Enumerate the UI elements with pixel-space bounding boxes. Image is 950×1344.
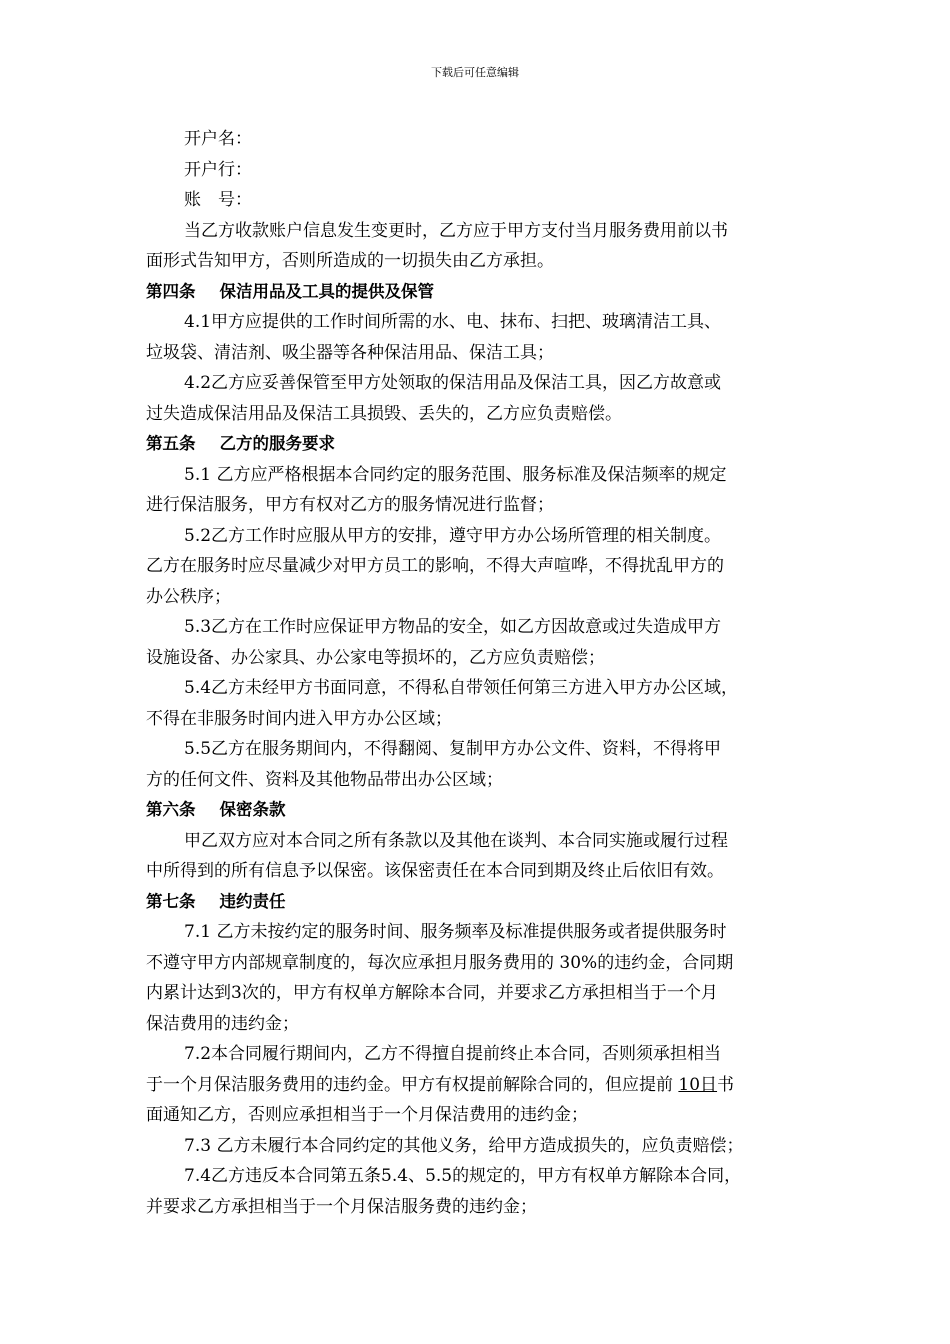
- paragraph-line: 5.5乙方在服务期间内，不得翻阅、复制甲方办公文件、资料，不得将甲: [184, 739, 722, 759]
- paragraph-line: 5.3乙方在工作时应保证甲方物品的安全，如乙方因故意或过失造成甲方: [184, 617, 722, 637]
- article-number: 第四条: [146, 281, 196, 301]
- paragraph-line: 甲乙双方应对本合同之所有条款以及其他在谈判、本合同实施或履行过程: [184, 830, 728, 851]
- paragraph-line: 进行保洁服务，甲方有权对乙方的服务情况进行监督；: [146, 495, 554, 515]
- paragraph-line: 垃圾袋、清洁剂、吸尘器等各种保洁用品、保洁工具；: [146, 342, 554, 363]
- paragraph-line: 4.1甲方应提供的工作时间所需的水、电、抹布、扫把、玻璃清洁工具、: [184, 312, 722, 332]
- account-bank-label: 开户行：: [184, 159, 252, 180]
- article-4-heading: [146, 277, 811, 308]
- paragraph-line: [146, 1070, 811, 1101]
- paragraph-line: 内累计达到3次的，甲方有权单方解除本合同，并要求乙方承担相当于一个月: [146, 983, 718, 1003]
- paragraph-line: 5.1 乙方应严格根据本合同约定的服务范围、服务标准及保洁频率的规定: [184, 464, 727, 485]
- article-title: 保密条款: [219, 800, 286, 819]
- paragraph-line: 设施设备、办公家具、办公家电等损坏的，乙方应负责赔偿；: [146, 647, 605, 668]
- text-segment: 于一个月保洁服务费用的违约金。甲方有权提前解除合同的，但应提前: [146, 1074, 679, 1095]
- paragraph-line: 乙方在服务时应尽量减少对甲方员工的影响，不得大声喧哗，不得扰乱甲方的: [146, 556, 724, 576]
- document-body: [146, 124, 811, 1222]
- text-segment: 书: [717, 1074, 735, 1095]
- page-header: 下载后可任意编辑: [431, 66, 519, 79]
- paragraph-line: 7.1 乙方未按约定的服务时间、服务频率及标准提供服务或者提供服务时: [184, 922, 727, 942]
- article-number: 第六条: [146, 800, 196, 819]
- article-7-heading: [146, 887, 811, 918]
- paragraph-line: 面通知乙方，否则应承担相当于一个月保洁费用的违约金；: [146, 1105, 588, 1125]
- paragraph-line: 中所得到的所有信息予以保密。该保密责任在本合同到期及终止后依旧有效。: [146, 861, 724, 881]
- paragraph-line: 保洁费用的违约金；: [146, 1013, 299, 1034]
- article-title: 保洁用品及工具的提供及保管: [219, 281, 434, 301]
- article-5-heading: [146, 429, 811, 460]
- article-title: 违约责任: [219, 891, 286, 911]
- paragraph-line: 4.2乙方应妥善保管至甲方处领取的保洁用品及保洁工具，因乙方故意或: [184, 373, 722, 393]
- paragraph-line: 面形式告知甲方，否则所造成的一切损失由乙方承担。: [146, 251, 554, 271]
- paragraph-line: 当乙方收款账户信息发生变更时，乙方应于甲方支付当月服务费用前以书: [184, 220, 728, 241]
- paragraph-line: 5.4乙方未经甲方书面同意，不得私自带领任何第三方进入甲方办公区域，: [184, 678, 739, 698]
- paragraph-line: 办公秩序；: [146, 586, 231, 607]
- account-name-label: 开户名：: [184, 129, 252, 149]
- paragraph-line: 过失造成保洁用品及保洁工具损毁、丢失的，乙方应负责赔偿。: [146, 403, 622, 424]
- paragraph-line: 不遵守甲方内部规章制度的，每次应承担月服务费用的 30%的违约金，合同期: [146, 952, 734, 973]
- paragraph-line: 并要求乙方承担相当于一个月保洁服务费的违约金；: [146, 1196, 537, 1217]
- paragraph-line: 7.4乙方违反本合同第五条5.4、5.5的规定的，甲方有权单方解除本合同，: [184, 1166, 742, 1186]
- paragraph-line: 5.2乙方工作时应服从甲方的安排，遵守甲方办公场所管理的相关制度。: [184, 525, 722, 546]
- article-number: 第七条: [146, 891, 196, 911]
- paragraph-line: 方的任何文件、资料及其他物品带出办公区域；: [146, 769, 503, 790]
- paragraph-line: 7.3 乙方未履行本合同约定的其他义务，给甲方造成损失的，应负责赔偿；: [184, 1135, 744, 1156]
- paragraph-line: 7.2本合同履行期间内，乙方不得擅自提前终止本合同，否则须承担相当: [184, 1044, 722, 1064]
- article-number: 第五条: [146, 434, 196, 453]
- notice-days-underlined: 10日: [678, 1074, 718, 1095]
- article-title: 乙方的服务要求: [219, 434, 335, 453]
- paragraph-line: 不得在非服务时间内进入甲方办公区域；: [146, 708, 452, 729]
- article-6-heading: [146, 795, 811, 826]
- account-number-label: 账 号：: [184, 190, 252, 210]
